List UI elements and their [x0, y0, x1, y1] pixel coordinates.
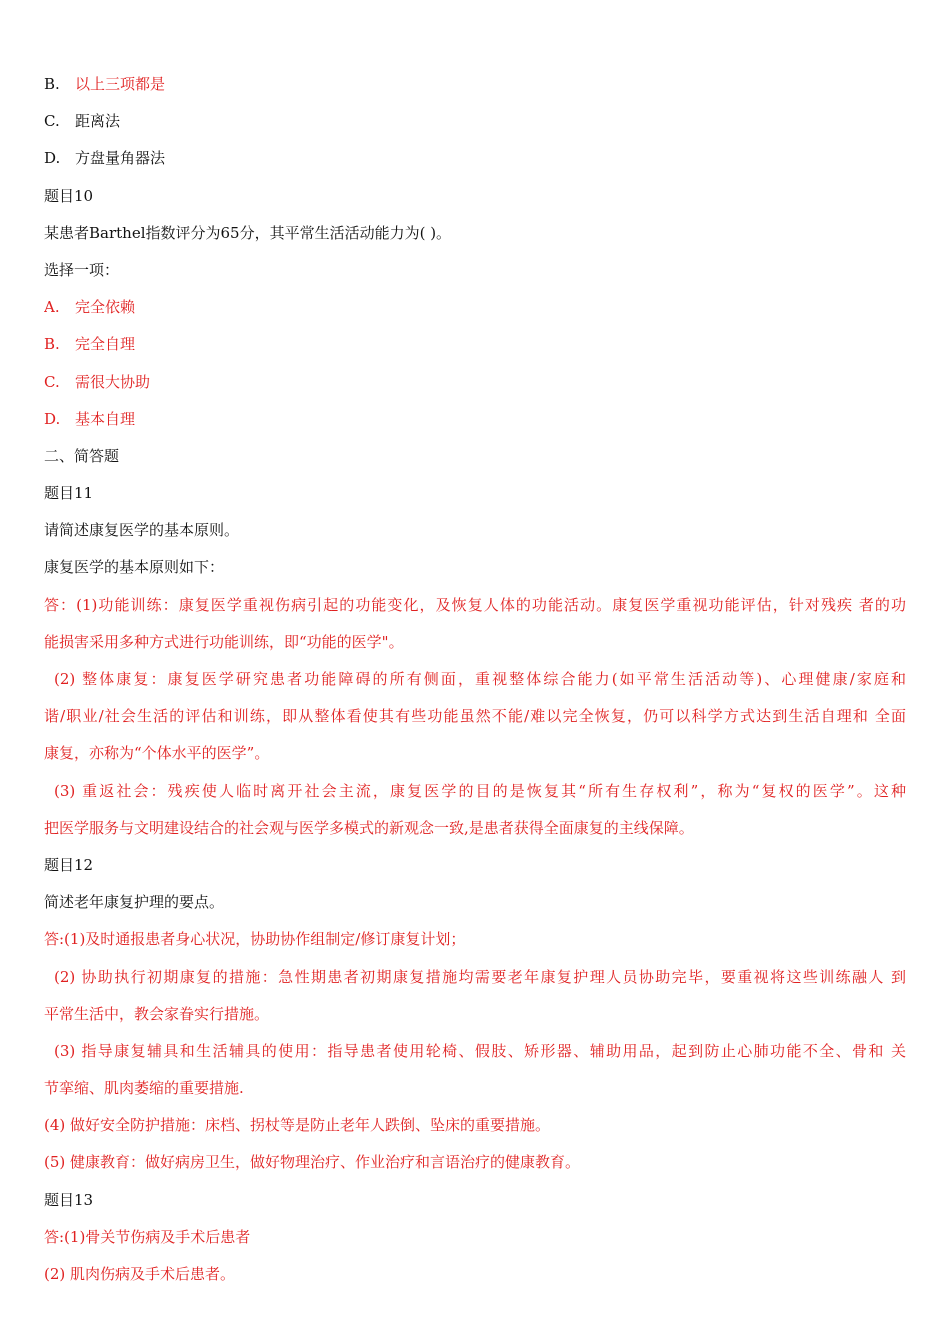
q12-answer-2-line-2: 平常生活中，教会家眷实行措施。: [44, 1004, 270, 1023]
q10-option-b[interactable]: [44, 326, 906, 363]
q12-answer-5: (5) 健康教育：做好病房卫生，做好物理治疗、作业治疗和言语治疗的健康教育。: [44, 1153, 581, 1172]
q9-option-c[interactable]: [44, 103, 906, 140]
q10-choose-prompt: 选择一项：: [44, 260, 120, 279]
option-text: 基本自理: [75, 409, 136, 428]
option-text: 以上三项都是: [75, 75, 166, 93]
q12-title: 题目12: [44, 855, 94, 874]
option-text: 距离法: [75, 112, 121, 131]
q13-answer-1: 答:(1)骨关节伤病及手术后患者: [44, 1227, 251, 1246]
option-text: 需很大协助: [75, 372, 151, 391]
q12-answer-3-line-1: (3) 指导康复辅具和生活辅具的使用：指导患者使用轮椅、假肢、矫形器、辅助用品，起到防止心肺功能不全、骨和 关: [54, 1041, 906, 1060]
q10-option-d[interactable]: [44, 401, 906, 438]
option-label: B.: [44, 335, 60, 354]
q11-answer-3-line-1: (3) 重返社会：残疾使人临时离开社会主流，康复医学的目的是恢复其“所有生存权利”，称为“复权的医学”。这种: [54, 781, 906, 800]
q12-answer-3-line-2: 节挛缩、肌肉萎缩的重要措施.: [44, 1079, 244, 1098]
q12-answer-2-line-1: (2) 协助执行初期康复的措施：急性期患者初期康复措施均需要老年康复护理人员协助完毕，要重视将这些训练融人 到: [54, 967, 906, 986]
q10-stem: 某患者Barthel指数评分为65分，其平常生活活动能力为( )。: [44, 223, 452, 242]
q10-option-c[interactable]: [44, 364, 906, 401]
q11-title: 题目11: [44, 484, 94, 503]
q12-stem: 简述老年康复护理的要点。: [44, 893, 225, 912]
document-page: [44, 66, 906, 1293]
option-label: D.: [44, 149, 61, 168]
option-text: 完全自理: [75, 335, 136, 354]
option-text: 完全依赖: [75, 298, 136, 317]
q10-title: 题目10: [44, 186, 94, 205]
q11-answer-2-line-1: (2) 整体康复：康复医学研究患者功能障碍的所有侧面，重视整体综合能力(如平常生活活动等)、心理健康/家庭和: [54, 670, 906, 688]
q10-option-a[interactable]: [44, 289, 906, 326]
section-heading: 二、简答题: [44, 446, 120, 465]
q11-answer-2-line-3: 康复，亦称为“个体水平的医学”。: [44, 744, 270, 763]
option-label: A.: [44, 298, 60, 317]
q11-answer-1-line-2: 能损害采用多种方式进行功能训练，即“功能的医学"。: [44, 632, 404, 651]
option-label: C.: [44, 112, 60, 131]
q9-option-d[interactable]: [44, 140, 906, 177]
option-text: 方盘量角器法: [75, 149, 166, 168]
q11-answer-3-line-2: 把医学服务与文明建设结合的社会观与医学多模式的新观念一致,是患者获得全面康复的主线保障。: [44, 818, 694, 837]
q11-stem: 请简述康复医学的基本原则。: [44, 521, 240, 540]
q11-intro: 康复医学的基本原则如下：: [44, 558, 225, 577]
option-label: B.: [44, 75, 60, 93]
option-label: C.: [44, 372, 60, 391]
q12-answer-1: 答:(1)及时通报患者身心状况，协助协作组制定/修订康复计划；: [44, 930, 466, 949]
q12-answer-4: (4) 做好安全防护措施：床档、拐杖等是防止老年人跌倒、坠床的重要措施。: [44, 1116, 551, 1135]
option-label: D.: [44, 409, 61, 428]
q9-option-b[interactable]: [44, 66, 906, 103]
q11-answer-1-line-1: 答：(1)功能训练：康复医学重视伤病引起的功能变化，及恢复人体的功能活动。康复医学重视功能评估，针对残疾 者的功: [44, 595, 906, 614]
q13-title: 题目13: [44, 1190, 94, 1209]
q11-answer-2-line-2: 谐/职业/社会生活的评估和训练，即从整体看使其有些功能虽然不能/难以完全恢复，仍可以科学方式达到生活自理和 全面: [44, 707, 906, 726]
q13-answer-2: (2) 肌肉伤病及手术后患者。: [44, 1265, 236, 1283]
